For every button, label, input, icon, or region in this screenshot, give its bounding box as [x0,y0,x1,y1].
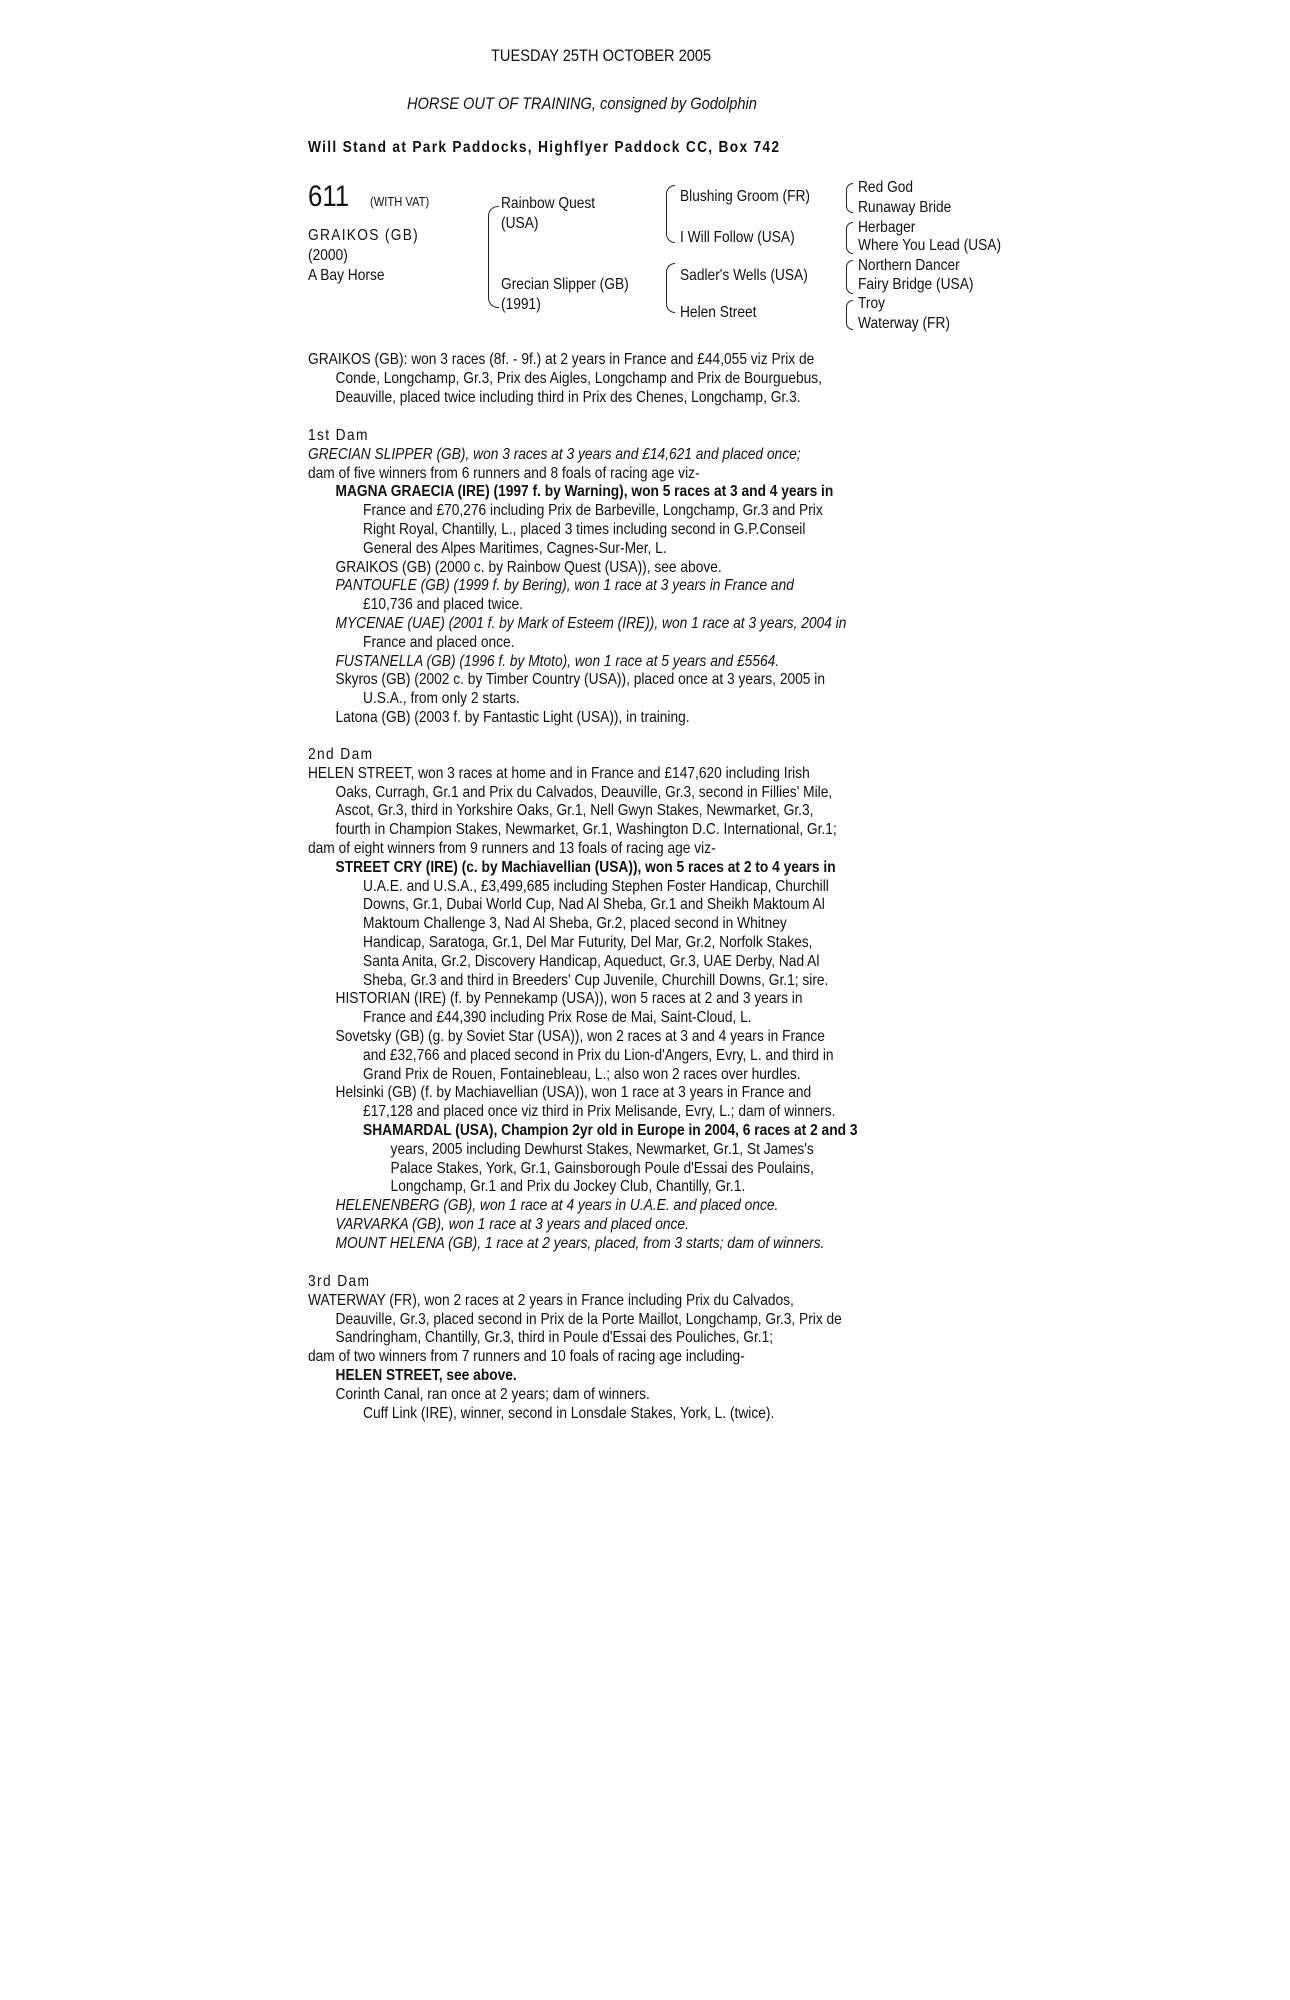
pedigree-brace-sire [666,185,675,243]
progeny-line: MAGNA GRAECIA (IRE) (1997 f. by Warning), won 5 races at 3 and 4 years in [335,483,834,501]
sire-name: Rainbow Quest [501,195,596,212]
dam-line: Deauville, Gr.3, placed second in Prix de la Porte Maillot, Longchamp, Gr.3, Prix de [335,1310,842,1328]
dam-line: Ascot, Gr.3, third in Yorkshire Oaks, Gr.1, Nell Gwyn Stakes, Newmarket, Gr.3, [335,802,814,820]
consignor-line: HORSE OUT OF TRAINING, consigned by Godolphin [407,94,757,113]
grand-progeny-line: years, 2005 including Dewhurst Stakes, Newmarket, Gr.1, St James's [390,1140,814,1158]
progeny-line: HELEN STREET, see above. [335,1366,517,1384]
progeny-line: STREET CRY (IRE) (c. by Machiavellian (USA)), won 5 races at 2 to 4 years in [335,858,836,876]
progeny-line: PANTOUFLE (GB) (1999 f. by Bering), won 1 race at 3 years in France and [335,577,794,595]
dam-line: Oaks, Curragh, Gr.1 and Prix du Calvados, Deauville, Gr.3, second in Fillies' Mile, [335,783,833,801]
second-dam-section [308,746,1068,1254]
dam-line: Sandringham, Chantilly, Gr.3, third in Poule d'Essai des Pouliches, Gr.1; [335,1329,774,1347]
progeny-line: France and £44,390 including Prix Rose de Mai, Saint-Cloud, L. [363,1009,752,1027]
dam-year: (1991) [501,296,541,313]
dam-line: WATERWAY (FR), won 2 races at 2 years in France including Prix du Calvados, [308,1291,794,1309]
foaling-year: (2000) [308,247,348,264]
progeny-line: Grand Prix de Rouen, Fontainebleau, L.; also won 2 races over hurdles. [363,1065,801,1083]
progeny-line: £17,128 and placed once viz third in Prix Melisande, Evry, L.; dam of winners. [363,1103,836,1121]
first-dam-section [308,427,1068,728]
dam-sire-name: Sadler's Wells (USA) [680,267,808,284]
pedigree-brace-g3 [846,260,853,294]
dam-line: dam of two winners from 7 runners and 10 foals of racing age including- [308,1348,745,1366]
sire-origin: (USA) [501,215,539,232]
vat-note: (WITH VAT) [370,194,430,209]
sire-sire-name: Blushing Groom (FR) [680,188,810,205]
progeny-line: HELENENBERG (GB), won 1 race at 4 years in U.A.E. and placed once. [335,1197,779,1215]
progeny-line: MYCENAE (UAE) (2001 f. by Mark of Esteem (IRE)), won 1 race at 3 years, 2004 in [335,614,847,632]
pedigree-brace-g2 [846,222,853,254]
dam-name: Grecian Slipper (GB) [501,276,629,293]
dam-line: fourth in Champion Stakes, Newmarket, Gr.1, Washington D.C. International, Gr.1; [335,821,837,839]
section-heading: 1st Dam [308,427,369,444]
horse-description: A Bay Horse [308,267,385,284]
race-record-summary [308,351,1068,407]
granddam-line-1: Red God [858,179,914,196]
summary-line: Conde, Longchamp, Gr.3, Prix des Aigles, Longchamp and Prix de Bourguebus, [335,369,823,387]
summary-line: GRAIKOS (GB): won 3 races (8f. - 9f.) at 2 years in France and £44,055 viz Prix de [308,351,815,368]
granddam-line-7: Troy [858,295,886,312]
granddam-line-5: Northern Dancer [858,257,960,274]
third-dam-section [308,1273,1068,1423]
dam-line: dam of five winners from 6 runners and 8 foals of racing age viz- [308,464,700,482]
sale-date: TUESDAY 25TH OCTOBER 2005 [491,46,712,65]
dam-line: GRECIAN SLIPPER (GB), won 3 races at 3 years and £14,621 and placed once; [308,445,801,463]
progeny-line: General des Alpes Maritimes, Cagnes-Sur-Mer, L. [363,539,667,557]
progeny-line: MOUNT HELENA (GB), 1 race at 2 years, placed, from 3 starts; dam of winners. [335,1234,825,1252]
progeny-line: FUSTANELLA (GB) (1996 f. by Mtoto), won 1 race at 5 years and £5564. [335,652,780,670]
progeny-line: VARVARKA (GB), won 1 race at 3 years and placed once. [335,1215,689,1233]
progeny-line: Santa Anita, Gr.2, Discovery Handicap, Aqueduct, Gr.3, UAE Derby, Nad Al [363,952,820,970]
grand-progeny-line: Cuff Link (IRE), winner, second in Lonsdale Stakes, York, L. (twice). [363,1404,775,1422]
pedigree-brace-dam [666,263,675,313]
grand-progeny-line: Longchamp, Gr.1 and Prix du Jockey Club, Chantilly, Gr.1. [390,1178,746,1196]
progeny-line: Sovetsky (GB) (g. by Soviet Star (USA)), won 2 races at 3 and 4 years in France [335,1027,825,1045]
granddam-line-2: Runaway Bride [858,199,952,216]
progeny-line: Handicap, Saratoga, Gr.1, Del Mar Futurity, Del Mar, Gr.2, Norfolk Stakes, [363,933,813,951]
granddam-line-6: Fairy Bridge (USA) [858,276,974,293]
progeny-line: Skyros (GB) (2002 c. by Timber Country (USA)), placed once at 3 years, 2005 in [335,671,825,689]
dam-line: HELEN STREET, won 3 races at home and in France and £147,620 including Irish [308,764,810,782]
progeny-line: France and placed once. [363,633,515,651]
progeny-line: U.A.E. and U.S.A., £3,499,685 including Stephen Foster Handicap, Churchill [363,877,829,895]
progeny-line: GRAIKOS (GB) (2000 c. by Rainbow Quest (USA)), see above. [335,558,722,576]
progeny-line: Maktoum Challenge 3, Nad Al Sheba, Gr.2, placed second in Whitney [363,915,787,933]
pedigree-brace-gen1 [488,206,499,308]
dam-dam-name: Helen Street [680,304,757,321]
progeny-line: Corinth Canal, ran once at 2 years; dam of winners. [335,1385,650,1403]
progeny-line: U.S.A., from only 2 starts. [363,690,520,708]
progeny-line: France and £70,276 including Prix de Barbeville, Longchamp, Gr.3 and Prix [363,502,823,520]
horse-name: GRAIKOS (GB) [308,227,420,244]
progeny-line: HISTORIAN (IRE) (f. by Pennekamp (USA)), won 5 races at 2 and 3 years in [335,990,803,1008]
granddam-line-8: Waterway (FR) [858,315,950,332]
pedigree-brace-g4 [846,300,853,330]
section-heading: 3rd Dam [308,1273,371,1290]
progeny-line: Sheba, Gr.3 and third in Breeders' Cup Juvenile, Churchill Downs, Gr.1; sire. [363,971,829,989]
progeny-line: Latona (GB) (2003 f. by Fantastic Light (USA)), in training. [335,708,690,726]
stand-location: Will Stand at Park Paddocks, Highflyer Paddock CC, Box 742 [308,139,781,156]
grand-progeny-line: SHAMARDAL (USA), Champion 2yr old in Europe in 2004, 6 races at 2 and 3 [363,1121,858,1139]
progeny-line: Downs, Gr.1, Dubai World Cup, Nad Al Sheba, Gr.1 and Sheikh Maktoum Al [363,896,825,914]
progeny-line: Right Royal, Chantilly, L., placed 3 times including second in G.P.Conseil [363,520,806,538]
progeny-line: £10,736 and placed twice. [363,596,523,614]
progeny-line: and £32,766 and placed second in Prix du Lion-d'Angers, Evry, L. and third in [363,1046,834,1064]
progeny-line: Helsinki (GB) (f. by Machiavellian (USA)), won 1 race at 3 years in France and [335,1084,812,1102]
sire-dam-name: I Will Follow (USA) [680,229,795,246]
dam-line: dam of eight winners from 9 runners and 13 foals of racing age viz- [308,839,716,857]
summary-line: Deauville, placed twice including third in Prix des Chenes, Longchamp, Gr.3. [335,388,801,406]
granddam-line-4: Where You Lead (USA) [858,237,1002,254]
pedigree-brace-g1 [846,183,853,213]
lot-number: 611 [308,180,350,213]
grand-progeny-line: Palace Stakes, York, Gr.1, Gainsborough Poule d'Essai des Poulains, [390,1159,814,1177]
granddam-line-3: Herbager [858,219,916,236]
section-heading: 2nd Dam [308,746,374,763]
